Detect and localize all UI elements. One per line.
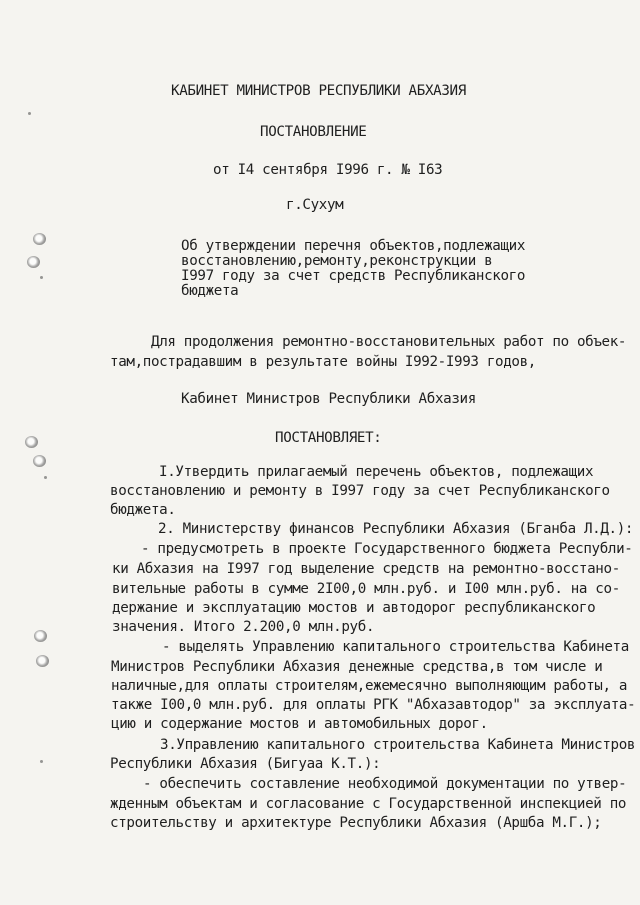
body-line: 3.Управлению капитального строительства Кабинета Министров (160, 737, 636, 753)
cabinet-line: Кабинет Министров Республики Абхазия (181, 391, 476, 407)
city: г.Сухум (286, 197, 344, 213)
punch-hole (36, 655, 49, 667)
body-line: - предусмотреть в проекте Государственного бюджета Республи- (141, 541, 633, 557)
body-line: восстановлению и ремонту в I997 году за счет Республиканского (110, 483, 610, 499)
body-line: - выделять Управлению капитального строительства Кабинета (162, 639, 629, 655)
subject-line: Об утверждении перечня объектов,подлежащих (181, 238, 526, 254)
organization-title: КАБИНЕТ МИНИСТРОВ РЕСПУБЛИКИ АБХАЗИЯ (171, 83, 466, 99)
punch-hole (25, 436, 38, 448)
body-line: жденным объектам и согласование с Государственной инспекцией по (110, 796, 627, 812)
body-line: также I00,0 млн.руб. для оплаты РГК "Абхазавтодор" за эксплуата- (111, 697, 636, 713)
body-line: ки Абхазия на I997 год выделение средств на ремонтно-восстано- (112, 561, 620, 577)
resolves-heading: ПОСТАНОВЛЯЕТ: (275, 430, 382, 446)
document-type: ПОСТАНОВЛЕНИЕ (260, 124, 367, 140)
punch-hole (33, 455, 46, 467)
speck (40, 760, 43, 763)
subject-line: бюджета (181, 283, 239, 299)
speck (40, 276, 43, 279)
speck (28, 112, 31, 115)
subject-line: I997 году за счет средств Республиканского (181, 268, 526, 284)
body-line: I.Утвердить прилагаемый перечень объектов, подлежащих (159, 464, 594, 480)
body-line: 2. Министерству финансов Республики Абхазия (Бганба Л.Д.): (158, 521, 634, 537)
body-line: строительству и архитектуре Республики Абхазия (Аршба М.Г.); (110, 815, 602, 831)
punch-hole (34, 630, 47, 642)
preamble-line: Для продолжения ремонтно-восстановительных работ по объек- (151, 334, 627, 350)
body-line: бюджета. (110, 502, 176, 518)
subject-line: восстановлению,ремонту,реконструкции в (181, 253, 493, 269)
punch-hole (33, 233, 46, 245)
speck (44, 476, 47, 479)
preamble-line: там,пострадавшим в результате войны I992-I993 годов, (110, 354, 536, 370)
date-and-number: от I4 сентября I996 г. № I63 (213, 162, 443, 178)
body-line: - обеспечить составление необходимой документации по утвер- (143, 776, 627, 792)
body-line: значения. Итого 2.200,0 млн.руб. (112, 619, 375, 635)
body-line: вительные работы в сумме 2I00,0 млн.руб. и I00 млн.руб. на со- (112, 581, 620, 597)
body-line: наличные,для оплаты строителям,ежемесячно выполняющим работы, а (111, 678, 628, 694)
body-line: Республики Абхазия (Бигуаа К.Т.): (110, 756, 381, 772)
punch-hole (27, 256, 40, 268)
body-line: Министров Республики Абхазия денежные средства,в том числе и (111, 659, 603, 675)
body-line: цию и содержание мостов и автомобильных дорог. (111, 716, 488, 732)
body-line: держание и эксплуатацию мостов и автодорог республиканского (112, 600, 596, 616)
